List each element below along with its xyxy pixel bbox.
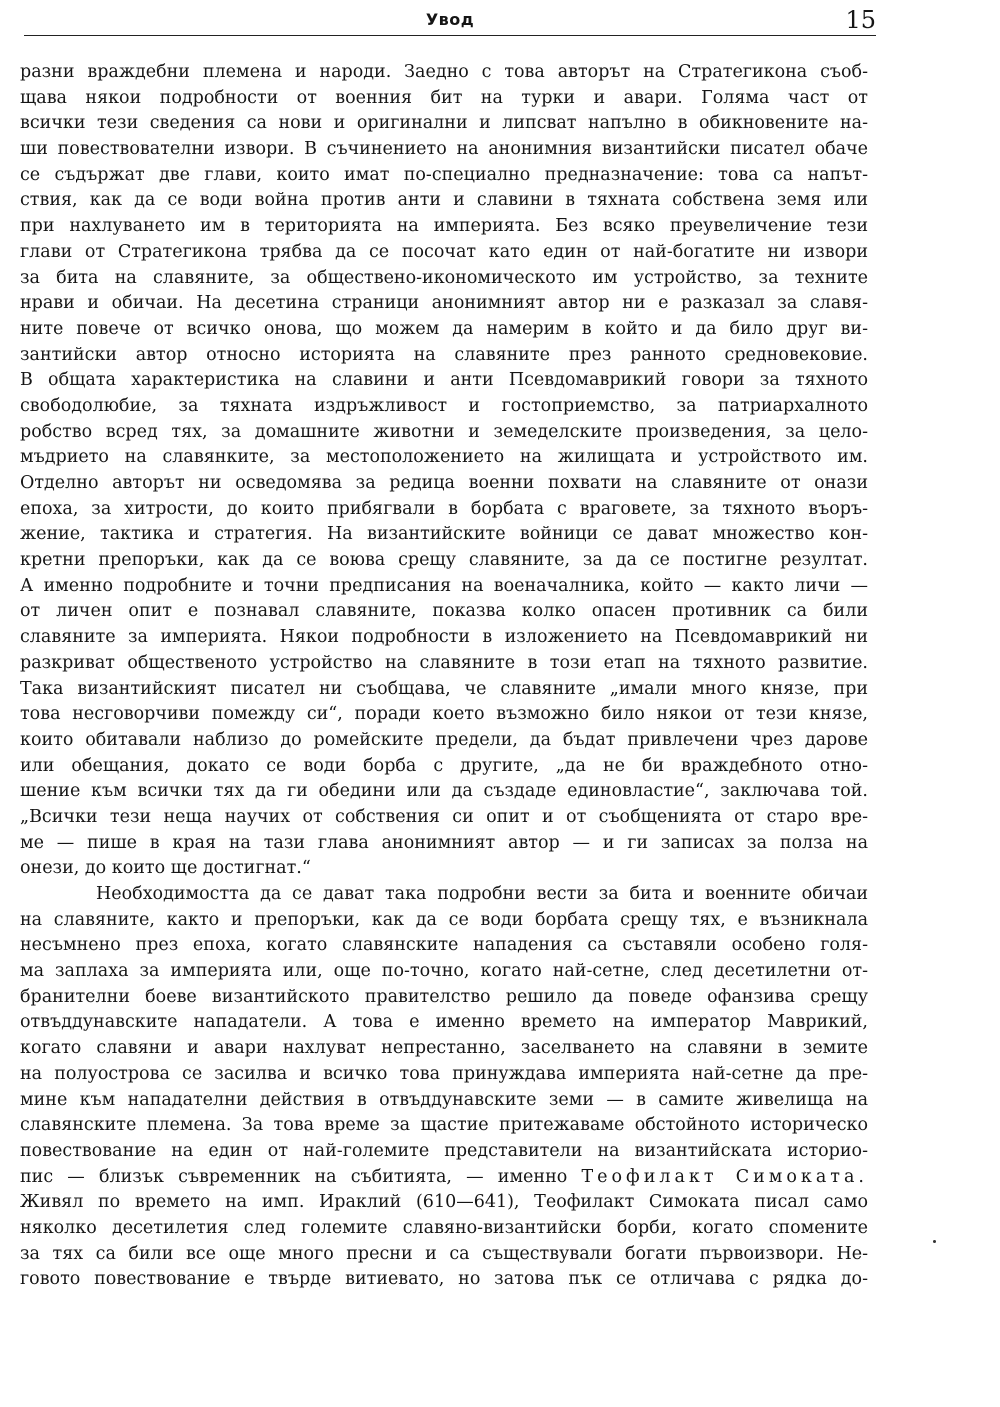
text-line: Живял по времето на имп. Ираклий (610—641), Теофилакт Симоката писал само (20, 1192, 868, 1213)
spaced-author-name: Теофилакт Симоката. (581, 1166, 868, 1187)
text-line: А именно подробните и точни предписания на военачалника, който — както личи — (20, 575, 868, 596)
text-line: кретни препоръки, как да се воюва срещу славяните, за да се постигне резултат. (20, 550, 868, 571)
text-line: епоха, за хитрости, до които прибягвали в борбата с враговете, за тяхното въоръ- (20, 498, 868, 519)
text-line: несъмнено през епоха, когато славянските нападения са съставяли особено голя- (20, 935, 868, 956)
text-line: или обещания, докато се води борба с другите, „да не би враждебното отно- (20, 755, 868, 776)
text-line: за бита на славяните, за обществено-икономическото им устройство, за техните (20, 267, 868, 288)
running-header (24, 8, 876, 36)
text-line: щава някои подробности от военния бит на турки и авари. Голяма част от (20, 87, 868, 108)
text-line: славяните за империята. Някои подробности в изложението на Псевдомаврикий ни (20, 627, 868, 648)
text-line: Така византийският писател ни съобщава, че славяните „имали много князе, при (20, 678, 868, 699)
text-line: ните повече от всичко онова, що можем да намерим в който и да било друг ви- (20, 318, 868, 339)
text-line: от личен опит е познавал славяните, показва колко опасен противник са били (20, 601, 868, 622)
text-line: В общата характеристика на славини и анти Псевдомаврикий говори за тяхното (20, 370, 868, 391)
text-body (20, 60, 868, 1293)
text-line: славянските племена. За това време за щастие притежаваме обстойното историческо (20, 1115, 868, 1136)
text-line: ме — пише в края на тази глава анонимният автор — и ги записах за полза на (20, 832, 868, 853)
text-line: за тях са били все още много пресни и са съществували богати първоизвори. Не- (20, 1243, 868, 1264)
text-line: жение, тактика и стратегия. На византийските войници се дават множество кон- (20, 524, 868, 545)
text-line: шение към всички тях да ги обедини или да създаде единовластие“, заключава той. (20, 781, 868, 802)
margin-speck (933, 1240, 936, 1243)
header-rule (24, 35, 876, 36)
text-line: говото повествование е твърде витиевато, но затова пък се отличава с рядка до- (20, 1269, 868, 1290)
text-line: няколко десетилетия след големите славяно-византийски борби, когато спомените (20, 1217, 868, 1238)
text-line: робство всред тях, за домашните животни и земеделските произведения, за цело- (20, 421, 868, 442)
text-line: това несговорчиви помежду си“, поради което възможно било някои от тези князе, (20, 704, 868, 725)
text-line: Отделно авторът ни осведомява за редица военни похвати на славяните от онази (20, 473, 868, 493)
text-line: ма заплаха за империята или, още по-точно, когато най-сетне, след десетилетни от- (20, 961, 868, 982)
text-line: всички тези сведения са нови и оригинални и липсват напълно в обикновените на- (20, 113, 868, 134)
text-line: зантийски автор относно историята на славяните през ранното средновековие. (20, 344, 868, 365)
text-line: разни враждебни племена и народи. Заедно с това авторът на Стратегикона съоб- (20, 62, 868, 82)
paragraph-first-line: Необходимостта да се дават така подробни вести за бита и военните обичаи (96, 884, 868, 904)
text-line: които обитавали наблизо до ромейските предели, да бъдат привлечени чрез дарове (20, 729, 868, 750)
text-line: свободолюбие, за тяхната издръжливост и гостоприемство, за патриархалното (20, 395, 868, 416)
text-line: нрави и обичаи. На десетина страници анонимният автор ни е разказал за славя- (20, 293, 868, 314)
page-number: 15 (845, 6, 876, 34)
text-line: мине към нападателни действия в отвъддунавските земи — в самите живелища на (20, 1089, 868, 1110)
running-title: Увод (425, 10, 475, 29)
text-line-with-name (20, 1165, 868, 1191)
text-line: глави от Стратегикона трябва да се посочат като един от най-богатите ни извори (20, 241, 868, 262)
text-line: на полуострова се засилва и всичко това принуждава империята най-сетне да пре- (20, 1063, 868, 1084)
text-line: ши повествователни извори. В съчинението на анонимния византийски писател обаче (20, 139, 868, 160)
text-line: ствия, как да се води война против анти и славини в тяхната собствена земя или (20, 190, 868, 211)
text-line: на славяните, както и препоръки, как да се води борбата срещу тях, е възникнала (20, 909, 868, 930)
text-line: се съдържат две глави, които имат по-специално предназначение: това са напът- (20, 164, 868, 185)
text-line: мъдрието на славянките, за местоположението на жилищата и устройството им. (20, 447, 868, 468)
text-segment: пис — близък съвременник на събитията, — именно (20, 1166, 568, 1187)
text-line: онези, до които ще достигнат.“ (20, 858, 311, 879)
text-line: отвъддунавските нападатели. А това е именно времето на император Маврикий, (20, 1012, 868, 1033)
text-line: разкриват общественото устройство на славяните в този етап на тяхното развитие. (20, 652, 868, 673)
text-line: когато славяни и авари нахлуват непрестанно, заселването на славяни в земите (20, 1038, 868, 1059)
text-line: повествование на един от най-големите представители на византийската историо- (20, 1140, 868, 1161)
text-line: при нахлуването им в територията на империята. Без всяко преувеличение тези (20, 216, 868, 237)
text-line: „Всички тези неща научих от собствения си опит и от съобщенията от старо вре- (20, 806, 868, 827)
text-line: бранителни боеве византийското правителство решило да поведе офанзива срещу (20, 986, 868, 1007)
